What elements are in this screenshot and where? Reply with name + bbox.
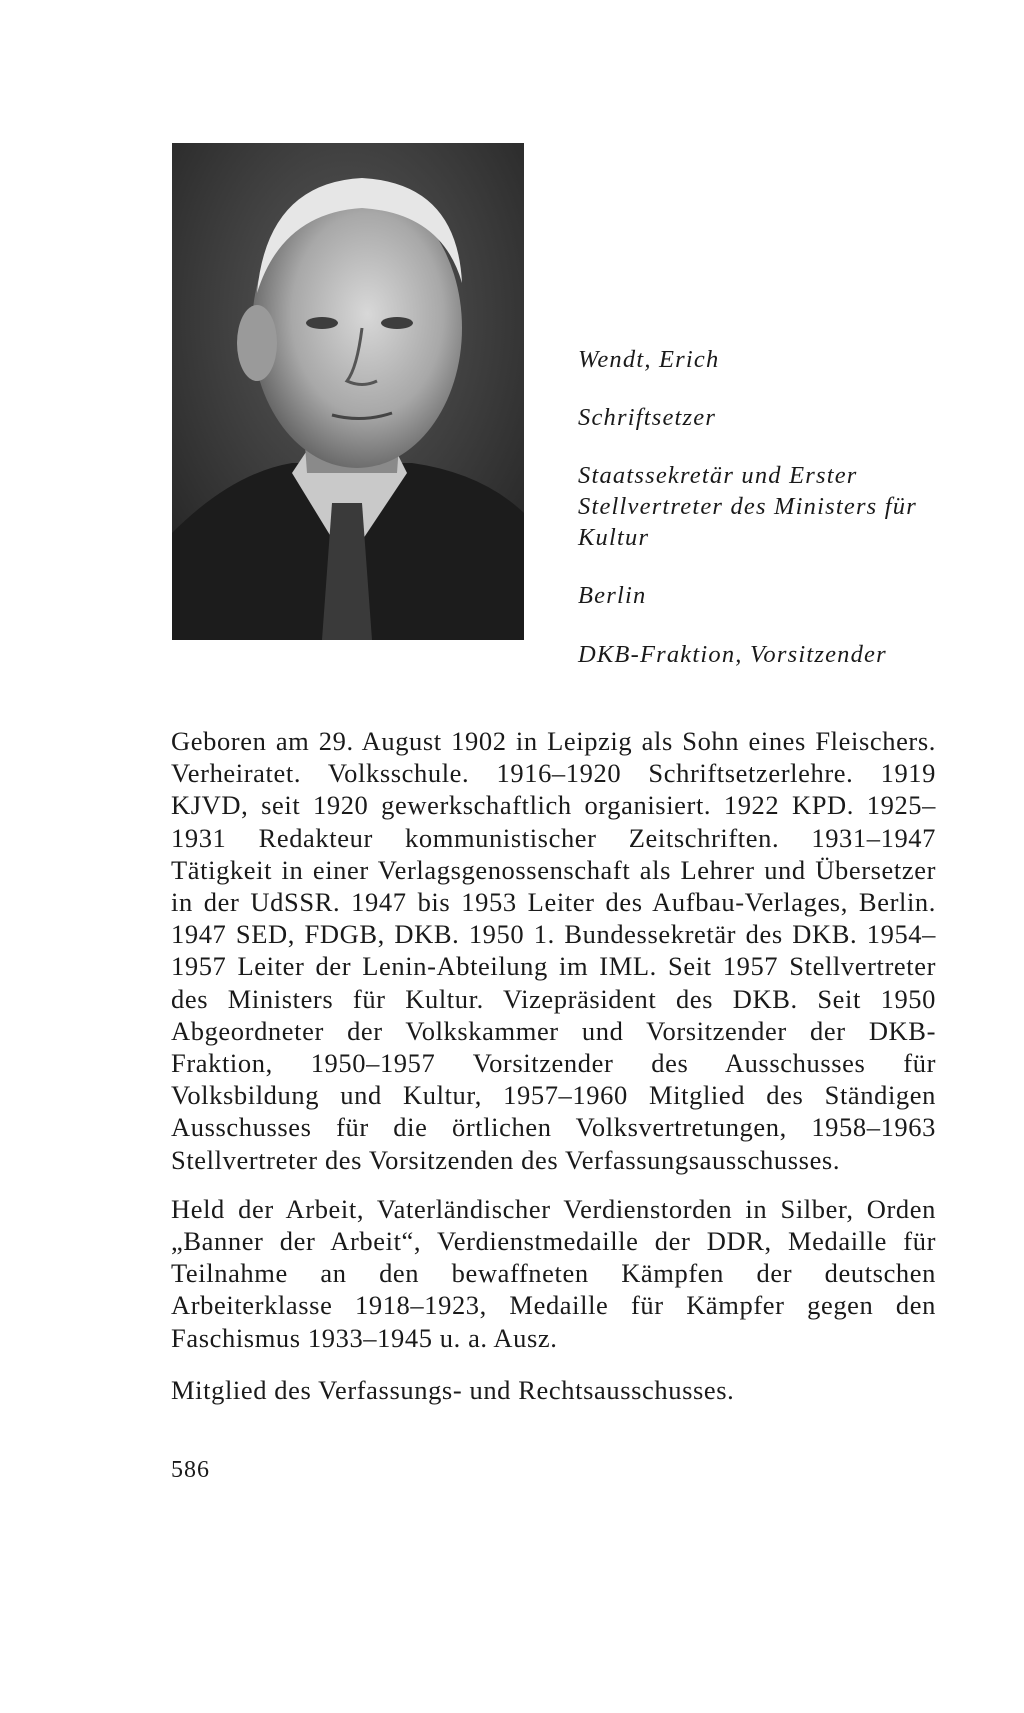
faction: DKB-Fraktion, Vorsitzender: [578, 641, 887, 668]
page-number: 586: [171, 1457, 210, 1483]
portrait-illustration: [172, 143, 524, 640]
caption-block: [578, 344, 978, 670]
membership-paragraph: Mitglied des Verfassungs- und Rechtsausschusses.: [171, 1374, 735, 1405]
position-title: Staatssekretär und Erster Stellvertreter des Ministers für Kultur: [578, 462, 917, 551]
person-name: Wendt, Erich: [578, 346, 720, 373]
awards-paragraph: Held der Arbeit, Vaterländischer Verdienstorden in Silber, Orden „Banner der Arbeit“, Verdienstmedaille der DDR, Medaille für Teilnahme an den bewaffneten Kämpfen der deutschen Arbeiterklasse 1918–1923, Medaille für Kämpfer gegen den Faschismus 1933–1945 u. a. Ausz.: [171, 1193, 936, 1353]
city: Berlin: [578, 582, 647, 609]
biography-paragraph: Geboren am 29. August 1902 in Leipzig als Sohn eines Fleischers. Verheiratet. Volksschule. 1916–1920 Schriftsetzerlehre. 1919 KJVD, seit 1920 gewerkschaftlich organisiert. 1922 KPD. 1925–1931 Redakteur kommunistischer Zeitschriften. 1931–1947 Tätigkeit in einer Verlagsgenossenschaft als Lehrer und Übersetzer in der UdSSR. 1947 bis 1953 Leiter des Aufbau-Verlages, Berlin. 1947 SED, FDGB, DKB. 1950 1. Bundessekretär des DKB. 1954–1957 Leiter der Lenin-Abteilung im IML. Seit 1957 Stellvertreter des Ministers für Kultur. Vizepräsident des DKB. Seit 1950 Abgeordneter der Volkskammer und Vorsitzender der DKB-Fraktion, 1950–1957 Vorsitzender des Ausschusses für Volksbildung und Kultur, 1957–1960 Mitglied des Ständigen Ausschusses für die örtlichen Volksvertretungen, 1958–1963 Stellvertreter des Vorsitzenden des Verfassungsausschusses.: [171, 726, 936, 1175]
occupation: Schriftsetzer: [578, 404, 717, 431]
biography-text: [171, 725, 936, 1406]
portrait-photo: [172, 143, 524, 640]
